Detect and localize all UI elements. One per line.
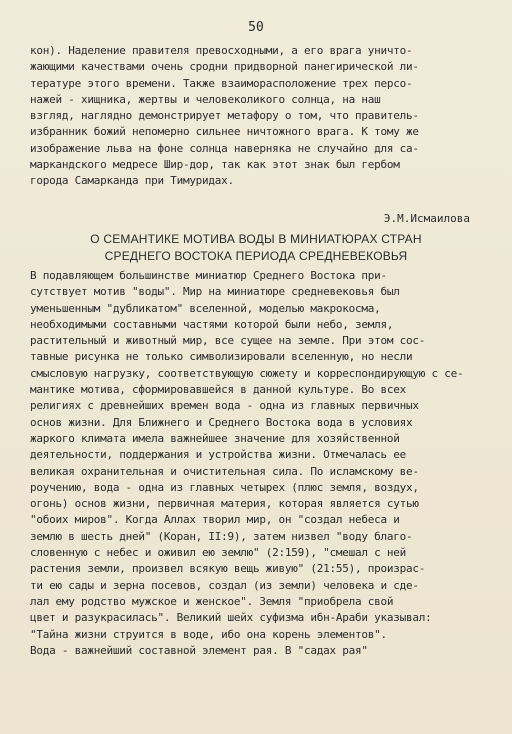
text-line: необходимыми составными частями которой были небо, земля, <box>30 317 394 331</box>
text-line: смысловую нагрузку, соответствующую сюжету и корреспондирующую с се- <box>30 366 464 380</box>
text-line: сутствует мотив "воды". Мир на миниатюре средневековья был <box>30 285 400 299</box>
text-line: избранник божий непомерно сильнее ничтожного врага. К тому же <box>30 125 419 139</box>
text-line: "Тайна жизни струится в воде, ибо она корень элементов". <box>30 627 387 641</box>
text-line: тературе этого времени. Также взаиморасположение трех персо- <box>30 76 413 90</box>
author-name: Э.М.Исмаилова <box>383 212 470 225</box>
text-line: мантике мотива, сформировавшейся в данной культуре. Во всех <box>30 383 406 397</box>
text-line: изображение льва на фоне солнца наверняка не случайно для са- <box>30 141 419 155</box>
text-line: огонь) основ жизни, первичная материя, которая является сутью <box>30 497 419 511</box>
text-line: маркандского медресе Шир-дор, так как этот знак был гербом <box>30 158 400 172</box>
text-line: деятельности, поддержания и устройства жизни. Отмечалась ее <box>30 448 406 462</box>
text-line: жаркого климата имела важнейшее значение для хозяйственной <box>30 431 400 445</box>
article-heading <box>0 231 512 265</box>
text-line: кон). Наделение правителя превосходными, а его врага уничто- <box>30 44 413 57</box>
text-line: основ жизни. Для Ближнего и Среднего Востока вода в условиях <box>30 415 413 429</box>
text-line: цвет и разукрасилась". Великий шейх суфизма ибн-Араби указывал: <box>30 611 432 625</box>
text-line: растения земли, произвел всякую вещь живую" (21:55), произрас- <box>30 562 426 576</box>
top-paragraph <box>30 43 492 190</box>
text-line: Вода - важнейший составной элемент рая. В "садах рая" <box>30 643 368 657</box>
text-line: тавные рисунка не только символизировали вселенную, но несли <box>30 350 413 364</box>
text-line: ти ею сады и зерна посевов, создал (из земли) человека и сде- <box>30 578 419 592</box>
body-paragraph <box>30 268 492 659</box>
text-line: уменьшенным "дубликатом" вселенной, моделью макрокосма, <box>30 301 381 315</box>
text-line: "обоих миров". Когда Аллах творил мир, он "создал небеса и <box>30 513 400 527</box>
text-line: В подавляющем большинстве миниатюр Среднего Востока при- <box>30 269 387 282</box>
heading-line: О СЕМАНТИКЕ МОТИВА ВОДЫ В МИНИАТЮРАХ СТРАН <box>90 232 422 246</box>
text-line: растительный и животный мир, все сущее на земле. При этом сос- <box>30 334 426 348</box>
text-line: нажей - хищника, жертвы и человеколикого солнца, на наш <box>30 92 381 106</box>
page-number: 50 <box>248 20 264 35</box>
text-line: взгляд, наглядно демонстрирует метафору о том, что правитель- <box>30 109 419 123</box>
text-line: великая охранительная и очистительная сила. По исламскому ве- <box>30 464 419 478</box>
text-line: роучению, вода - одна из главных четырех (плюс земля, воздух, <box>30 480 419 494</box>
text-line: жающими качествами очень сродни придворной панегирической ли- <box>30 60 419 74</box>
text-line: религиях с древнейших времен вода - одна из главных первичных <box>30 399 419 413</box>
text-line: землю в шесть дней" (Коран, II:9), затем низвел "воду благо- <box>30 529 413 543</box>
text-line: словенную с небес и оживил ею землю" (2:159), "смешал с ней <box>30 546 406 560</box>
heading-line: СРЕДНЕГО ВОСТОКА ПЕРИОДА СРЕДНЕВЕКОВЬЯ <box>104 249 408 263</box>
text-line: города Самарканда при Тимуридах. <box>30 174 234 188</box>
text-line: лал ему родство мужское и женское". Земля "приобрела свой <box>30 594 394 608</box>
